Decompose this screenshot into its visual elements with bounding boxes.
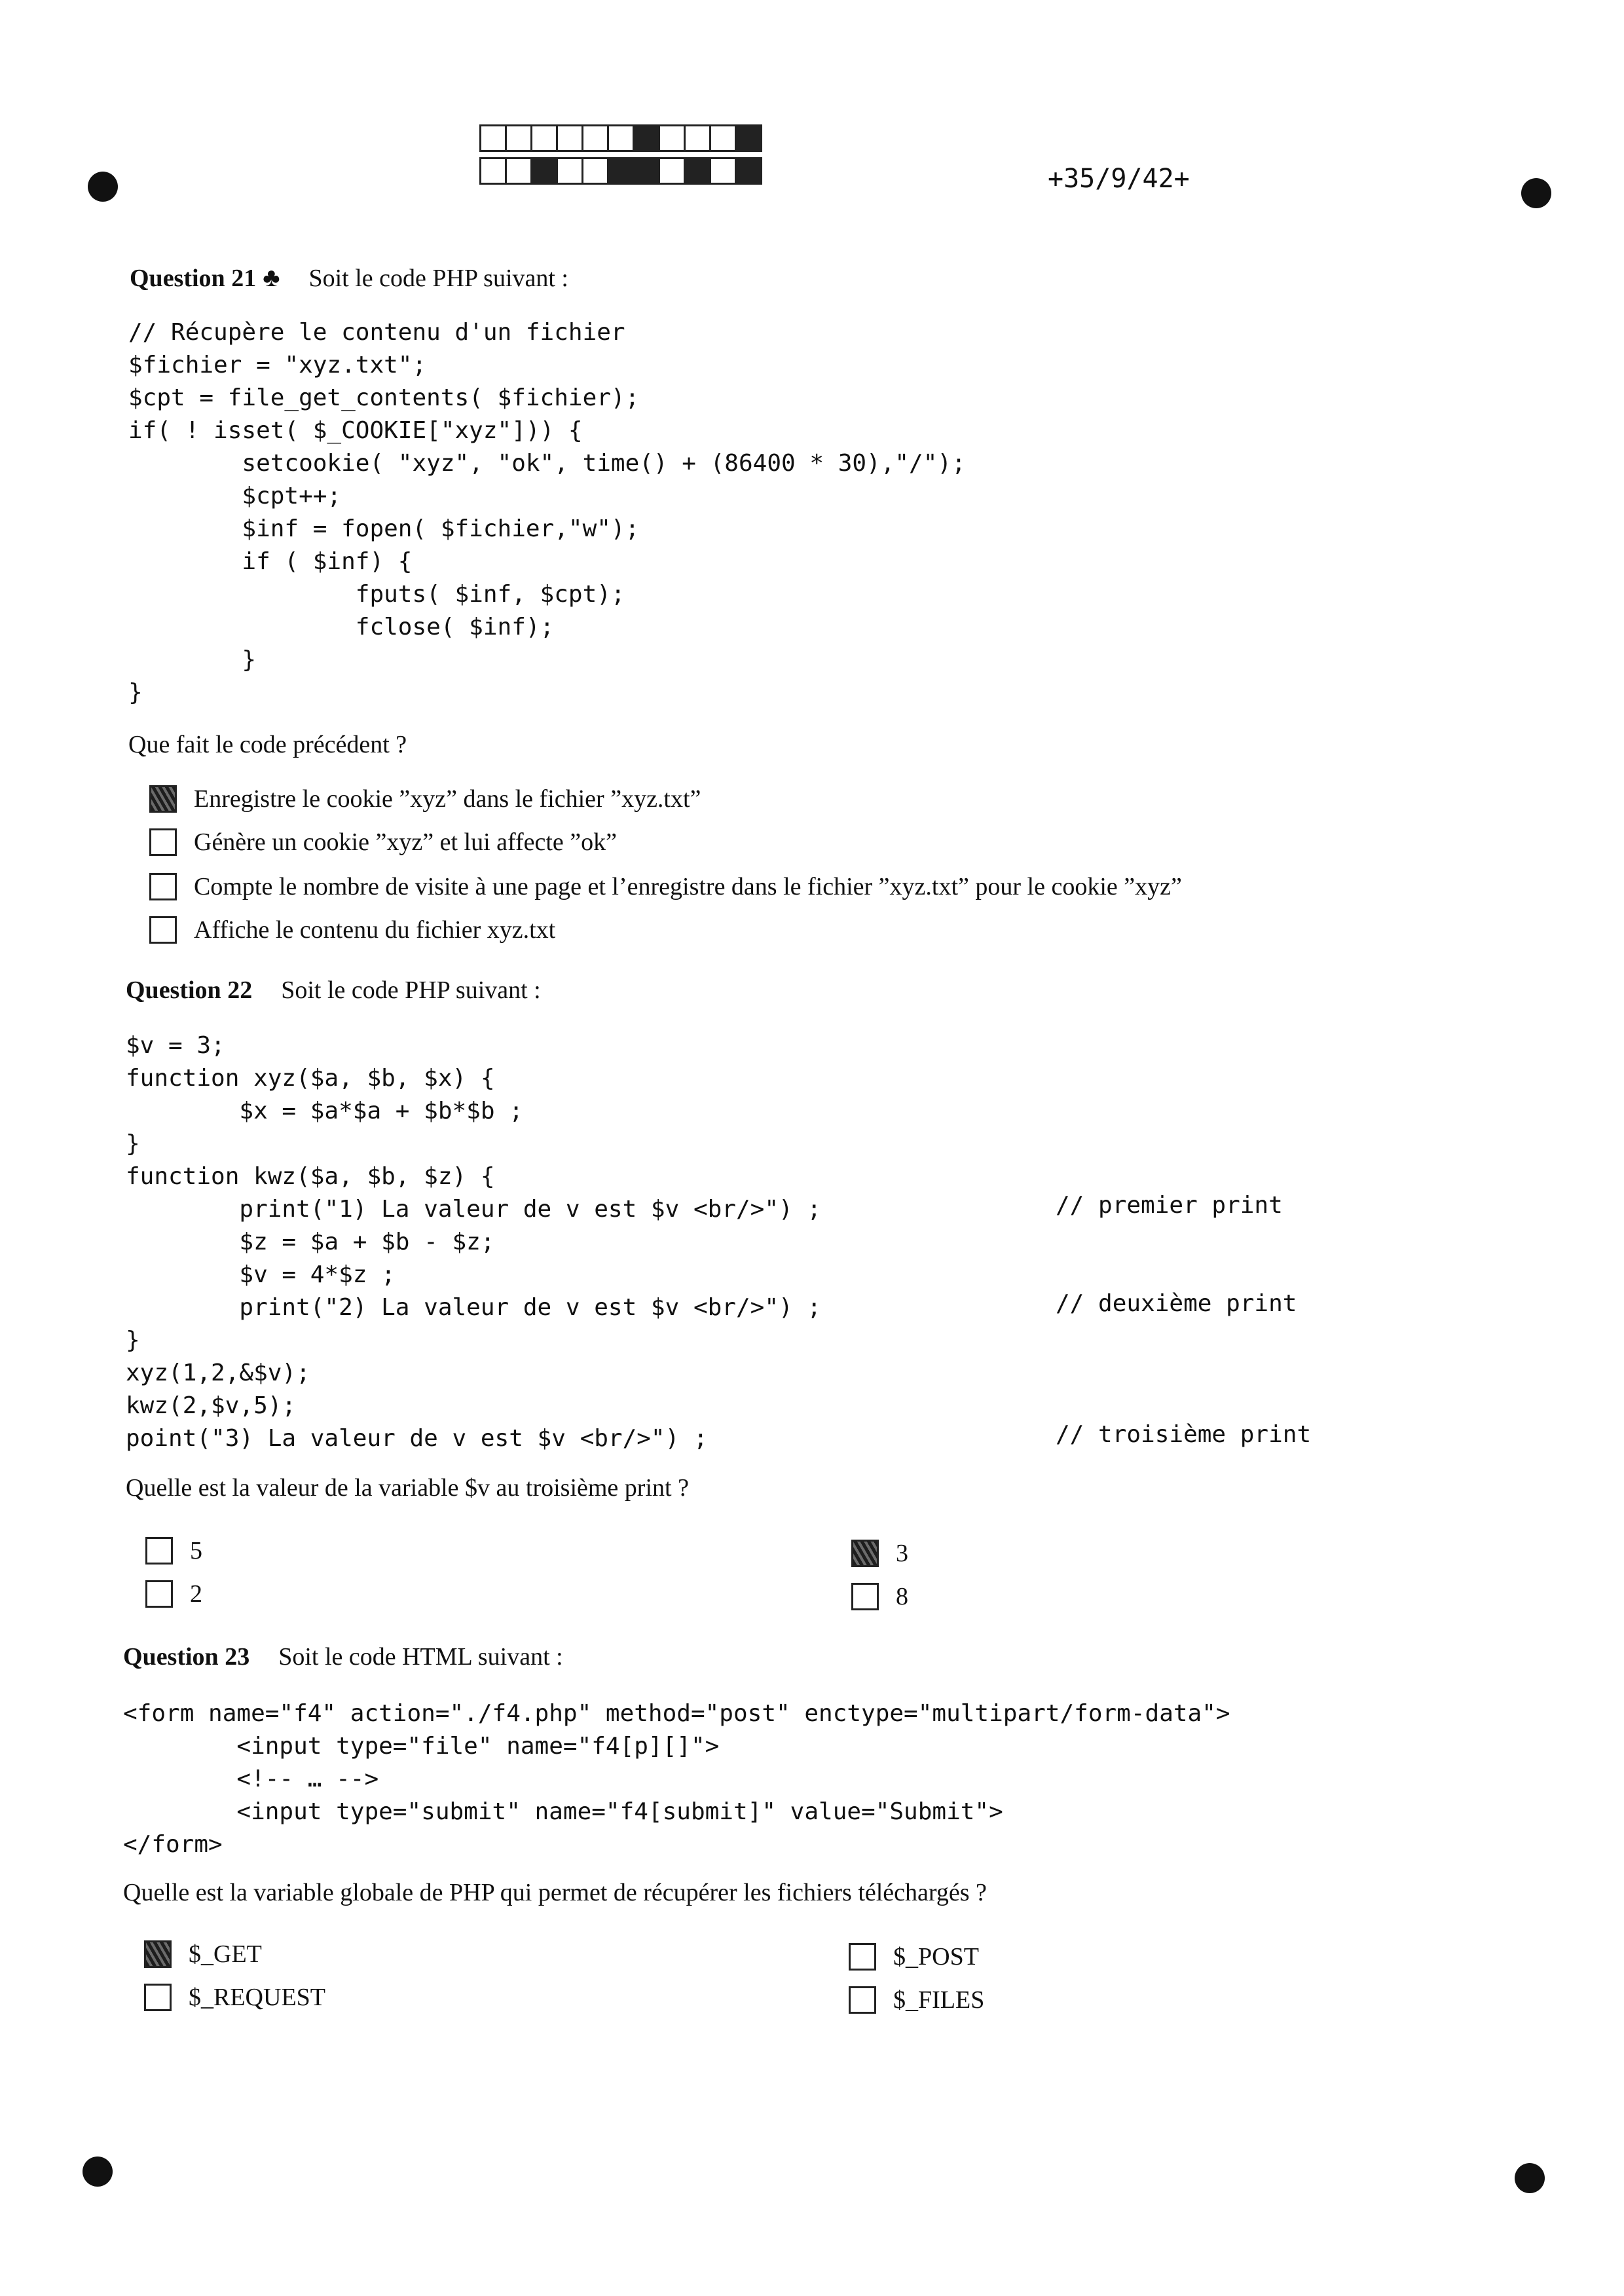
checkbox[interactable] xyxy=(851,1583,879,1610)
grid-cell-empty xyxy=(507,159,532,183)
grid-cell-empty xyxy=(660,126,686,150)
q23-option-4[interactable] xyxy=(849,1986,984,2014)
checkbox[interactable] xyxy=(144,1984,172,2011)
grid-cell-empty xyxy=(583,126,609,150)
grid-cell-empty xyxy=(711,159,737,183)
q22-option-2[interactable] xyxy=(851,1539,908,1568)
q21-option-1[interactable] xyxy=(149,785,701,813)
checkbox[interactable] xyxy=(149,873,177,900)
question-23-code: <form name="f4" action="./f4.php" method="post" enctype="multipart/form-data"> <input type="file" name="f4[p][]"> <!-- … --> <input type="submit" name="f4[submit]" value="Submit"> </form> xyxy=(123,1700,1230,1858)
question-21-intro: Soit le code PHP suivant : xyxy=(308,265,568,292)
comment-premier-print: // premier print xyxy=(1056,1192,1283,1219)
grid-cell-empty xyxy=(711,126,737,150)
option-label: $_REQUEST xyxy=(189,1984,325,2011)
q23-option-3[interactable] xyxy=(144,1983,325,2012)
q22-option-4[interactable] xyxy=(851,1582,908,1611)
page-identifier: +35/9/42+ xyxy=(1048,164,1190,194)
checkbox[interactable] xyxy=(145,1537,173,1565)
checkbox-checked[interactable] xyxy=(144,1940,172,1968)
checkbox-checked[interactable] xyxy=(149,785,177,813)
grid-cell-empty xyxy=(507,126,532,150)
question-21-header xyxy=(130,262,568,293)
checkbox[interactable] xyxy=(149,828,177,856)
grid-cell-empty xyxy=(609,126,635,150)
question-21-code: // Récupère le contenu d'un fichier $fichier = "xyz.txt"; $cpt = file_get_contents( $fichier); if( ! isset( $_COOKIE["xyz"])) { setcookie( "xyz", "ok", time() + (86400 * 30),"/"); $cpt++; $inf = fopen( $fichier,"w"); if ( $inf) { fputs( $inf, $cpt); fclose( $inf); } } xyxy=(128,319,966,706)
club-icon: ♣ xyxy=(263,263,280,292)
comment-deuxieme-print: // deuxième print xyxy=(1056,1290,1297,1317)
registration-mark-bottom-left xyxy=(83,2157,113,2187)
checkbox[interactable] xyxy=(149,916,177,944)
option-label: $_FILES xyxy=(893,1986,985,2014)
checkbox[interactable] xyxy=(145,1580,173,1608)
comment-troisieme-print: // troisième print xyxy=(1056,1421,1312,1448)
option-label: Génère un cookie ”xyz” et lui affecte ”ok” xyxy=(194,828,617,856)
grid-cell-filled xyxy=(635,126,660,150)
grid-cell-empty xyxy=(558,159,583,183)
option-label: 5 xyxy=(190,1537,202,1565)
code-grid-row-1 xyxy=(479,124,762,152)
q22-option-1[interactable] xyxy=(145,1536,202,1565)
question-22-header xyxy=(126,976,541,1005)
grid-cell-filled xyxy=(686,159,711,183)
q21-option-4[interactable] xyxy=(149,916,555,944)
registration-mark-top-right xyxy=(1521,178,1551,208)
q23-option-2[interactable] xyxy=(849,1942,979,1971)
question-23-intro: Soit le code HTML suivant : xyxy=(278,1643,563,1671)
grid-cell-empty xyxy=(686,126,711,150)
q22-option-3[interactable] xyxy=(145,1580,202,1608)
option-label: 3 xyxy=(896,1540,908,1567)
grid-cell-filled xyxy=(737,126,760,150)
checkbox[interactable] xyxy=(849,1986,876,2014)
registration-mark-bottom-right xyxy=(1515,2163,1545,2193)
question-22-prompt: Quelle est la valeur de la variable $v au troisième print ? xyxy=(126,1474,689,1502)
checkbox[interactable] xyxy=(849,1943,876,1971)
grid-cell-empty xyxy=(583,159,609,183)
question-22-code: $v = 3; function xyz($a, $b, $x) { $x = $a*$a + $b*$b ; } function kwz($a, $b, $z) { print("1) La valeur de v est $v <br/>") ; $z = $a + $b - $z; $v = 4*$z ; print("2) La valeur de v est $v <br/>") ; } xyz(1,2,&$v); kwz(2,$v,5); point("3) La valeur de v est $v <br/>") ; xyxy=(126,1032,822,1452)
option-label: 8 xyxy=(896,1583,908,1610)
grid-cell-filled xyxy=(635,159,660,183)
q23-option-1[interactable] xyxy=(144,1940,262,1969)
checkbox-checked[interactable] xyxy=(851,1540,879,1567)
grid-cell-filled xyxy=(737,159,760,183)
grid-cell-empty xyxy=(558,126,583,150)
question-23-prompt: Quelle est la variable globale de PHP qui permet de récupérer les fichiers téléchargés ? xyxy=(123,1879,987,1906)
question-22-title: Question 22 xyxy=(126,976,253,1004)
option-label: 2 xyxy=(190,1580,202,1608)
option-label: $_GET xyxy=(189,1940,262,1968)
question-21-title: Question 21 xyxy=(130,265,257,292)
registration-mark-top-left xyxy=(88,172,118,202)
grid-cell-empty xyxy=(481,126,507,150)
question-22-intro: Soit le code PHP suivant : xyxy=(281,976,541,1004)
grid-cell-filled xyxy=(532,159,558,183)
question-21-prompt: Que fait le code précédent ? xyxy=(128,731,407,758)
grid-cell-empty xyxy=(532,126,558,150)
question-23-header xyxy=(123,1642,563,1671)
grid-cell-filled xyxy=(609,159,635,183)
option-label: Affiche le contenu du fichier xyz.txt xyxy=(194,916,556,944)
grid-cell-empty xyxy=(481,159,507,183)
q21-option-3[interactable] xyxy=(149,872,1182,901)
code-grid-row-2 xyxy=(479,157,762,185)
option-label: Enregistre le cookie ”xyz” dans le fichier ”xyz.txt” xyxy=(194,785,701,813)
option-label: Compte le nombre de visite à une page et l’enregistre dans le fichier ”xyz.txt” pour le cookie ”xyz” xyxy=(194,873,1182,900)
option-label: $_POST xyxy=(893,1943,979,1971)
grid-cell-empty xyxy=(660,159,686,183)
question-23-title: Question 23 xyxy=(123,1643,250,1671)
q21-option-2[interactable] xyxy=(149,828,617,857)
